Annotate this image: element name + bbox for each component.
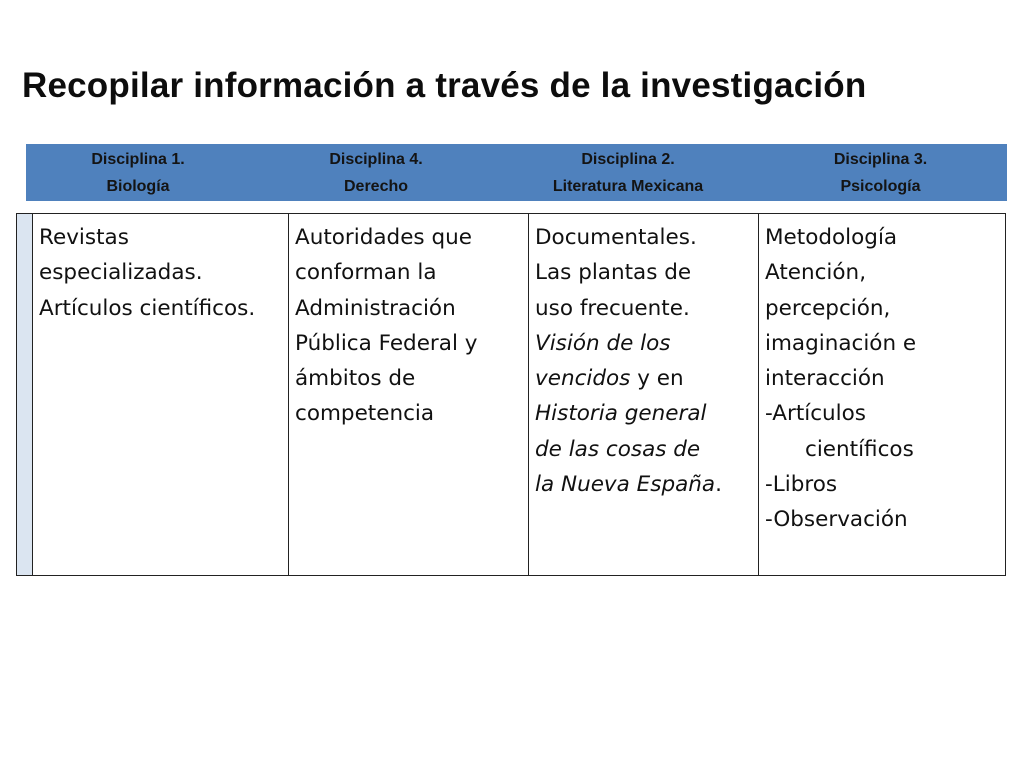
book-title: Historia general [535,401,707,427]
cell-line: competencia [295,401,435,427]
cell-line: Metodología [765,225,898,250]
header-number: Disciplina 2. [581,150,675,168]
book-title: Visión de los [535,330,671,356]
book-title: de las cosas de [535,436,701,462]
book-title: la Nueva España [535,472,716,498]
header-number: Disciplina 3. [833,150,928,168]
cell-line: percepción, [765,295,891,321]
slide-title: Recopilar información a través de la investigación [22,66,867,105]
cell-line: científicos [805,436,914,462]
cell-text: y en [630,366,684,392]
cell-line: Pública Federal y [295,330,478,356]
cell-line [535,432,758,467]
header-subject: Psicología [840,177,921,195]
cell-biologia [33,214,289,575]
cell-line: -Artículos [765,401,867,427]
cell-line [535,361,758,396]
cell-line: -Observación [765,507,908,533]
cell-line: conforman la [295,260,437,286]
content-table [16,213,1006,576]
cell-literatura-mexicana [529,214,759,575]
table-stub-column [17,214,33,575]
cell-line: Artículos científicos. [39,295,256,321]
cell-line [535,467,758,502]
header-discipline-4 [250,144,502,201]
cell-line: interacción [765,366,885,392]
cell-line: Atención, [765,260,867,286]
cell-line: Las plantas de [535,260,692,286]
cell-line [535,326,758,361]
header-number: Disciplina 1. [91,150,185,168]
cell-psicologia [759,214,1005,575]
header-number: Disciplina 4. [329,150,423,168]
header-discipline-1 [26,144,250,201]
discipline-header-row [26,144,1007,201]
cell-line: Documentales. [535,225,697,250]
cell-line: Revistas [39,225,129,250]
cell-derecho [289,214,529,575]
cell-line [535,396,758,431]
cell-line: Autoridades que [295,225,472,250]
header-subject: Literatura Mexicana [552,177,704,195]
cell-line: imaginación e [765,330,917,356]
book-title: vencidos [535,366,631,392]
cell-line: uso frecuente. [535,295,690,321]
cell-line: especializadas. [39,260,203,286]
header-discipline-3 [754,144,1007,201]
cell-line: -Libros [765,472,838,498]
cell-text: . [715,472,722,498]
header-discipline-2 [502,144,754,201]
header-subject: Derecho [343,177,409,195]
cell-line: ámbitos de [295,366,416,392]
cell-line: Administración [295,295,456,321]
header-subject: Biología [106,177,170,195]
